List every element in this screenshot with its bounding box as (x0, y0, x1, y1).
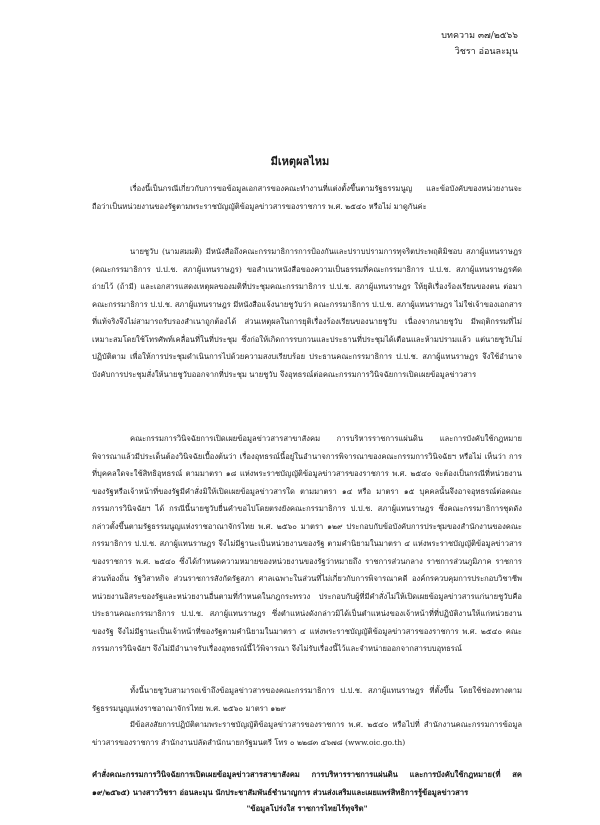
document-title: มีเหตุผลไหม (270, 155, 330, 168)
ruling-paragraph: คณะกรรมการวินิจฉัยการเปิดเผยข้อมูลข่าวสารสาขาสังคม การบริหารราชการแผ่นดิน และการบังคับใช้กฎหมาย พิจารณาแล้วมีประเด็นต้องวินิจฉัยเบื้องต้นว่า เรื่องอุทธรณ์นี้อยู่ในอำนาจการพิจารณาของคณะกรรมการวินิจฉัยฯ หรือไม่ เห็นว่า การที่บุคคลใดจะใช้สิทธิอุทธรณ์ ตามมาตรา ๑๘ แห่งพระราชบัญญัติข้อมูลข่าวสารของราชการ พ.ศ. ๒๕๔๐ จะต้องเป็นกรณีที่หน่วยงานของรัฐหรือเจ้าหน้าที่ของรัฐมีคำสั่งมิให้เปิดเผยข้อมูลข่าวสารใด ตามมาตรา ๑๔ หรือ มาตรา ๑๕ บุคคลนั้นจึงอาจอุทธรณ์ต่อคณะกรรมการวินิจฉัยฯ ได้ กรณีนี้นายชูวับยื่นคำขอไปโดยตรงยังคณะกรรมาธิการ ป.ป.ช. สภาผู้แทนราษฎร ซึ่งคณะกรรมาธิการชุดดังกล่าวตั้งขึ้นตามรัฐธรรมนูญแห่งราชอาณาจักรไทย พ.ศ. ๒๕๖๐ มาตรา ๑๒๙ ประกอบกับข้อบังคับการประชุมของสำนักงานของคณะกรรมาธิการ ป.ป.ช. สภาผู้แทนราษฎร จึงไม่มีฐานะเป็นหน่วยงานของรัฐ ตามคำนิยามในมาตรา ๔ แห่งพระราชบัญญัติข้อมูลข่าวสารของราชการ พ.ศ. ๒๕๔๐ ซึ่งได้กำหนดความหมายของหน่วยงานของรัฐว่าหมายถึง ราชการส่วนกลาง ราชการส่วนภูมิภาค ราชการส่วนท้องถิ่น รัฐวิสาหกิจ ส่วนราชการสังกัดรัฐสภา ศาลเฉพาะในส่วนที่ไม่เกี่ยวกับการพิจารณาคดี องค์กรควบคุมการประกอบวิชาชีพ หน่วยงานอิสระของรัฐและหน่วยงานอื่นตามที่กำหนดในกฎกระทรวง ประกอบกับผู้ที่มีคำสั่งไม่ให้เปิดเผยข้อมูลข่าวสารแก่นายชูวับคือ ประธานคณะกรรมาธิการ ป.ป.ช. สภาผู้แทนราษฎร ซึ่งตำแหน่งดังกล่าวมิได้เป็นตำแหน่งของเจ้าหน้าที่ที่ปฏิบัติงานให้แก่หน่วยงานของรัฐ จึงไม่มีฐานะเป็นเจ้าหน้าที่ของรัฐตามคำนิยามในมาตรา ๔ แห่งพระราชบัญญัติข้อมูลข่าวสารของราชการ พ.ศ. ๒๕๔๐ คณะกรรมการวินิจฉัยฯ จึงไม่มีอำนาจรับเรื่องอุทธรณ์นี้ไว้พิจารณา จึงไม่รับเรื่องนี้ไว้และจำหน่ายออกจากสารบบอุทธรณ์ (92, 434, 522, 653)
closing-reference: คำสั่งคณะกรรมการวินิจฉัยการเปิดเผยข้อมูลข่าวสารสาขาสังคม การบริหารราชการแผ่นดิน และการบังคับใช้กฎหมาย(ที่ สค ๑๙/๒๕๖๕) นางสาววิชรา อ่อนละมุน นักประชาสัมพันธ์ชำนาญการ ส่วนส่งเสริมและเผยแพร่สิทธิการรู้ข้อมูลข่าวสาร (92, 770, 522, 797)
article-reference: บทความ ๓๗/๒๕๖๖ (441, 31, 518, 41)
intro-paragraph: เรื่องนี้เป็นกรณีเกี่ยวกับการขอข้อมูลเอกสารของคณะทำงานที่แต่งตั้งขึ้นตามรัฐธรรมนูญ และข้อบังคับของหน่วยงานจะถือว่าเป็นหน่วยงานของรัฐตามพระราชบัญญัติข้อมูลข่าวสารของราชการ พ.ศ. ๒๕๔๐ หรือไม่ มาดูกันค่ะ (92, 184, 522, 211)
access-channel-paragraph: ทั้งนี้นายชูวับสามารถเข้าถึงข้อมูลข่าวสารของคณะกรรมาธิการ ป.ป.ช. สภาผู้แทนราษฎร ที่ตั้งขึ้น โดยใช้ช่องทางตามรัฐธรรมนูญแห่งราชอาณาจักรไทย พ.ศ. ๒๕๖๐ มาตรา ๑๒๙ (92, 686, 522, 713)
facts-paragraph: นายชูวับ (นามสมมติ) มีหนังสือถึงคณะกรรมาธิการการป้องกันและปราบปรามการทุจริตประพฤติมิชอบ สภาผู้แทนราษฎร (คณะกรรมาธิการ ป.ป.ช. สภาผู้แทนราษฎร) ขอสำเนาหนังสือของความเป็นธรรมที่คณะกรรมาธิการ ป.ป.ช. สภาผู้แทนราษฎรคัดถ่ายไว้ (ถ้ามี) และเอกสารแสดงเหตุผลของมติที่ประชุมคณะกรรมาธิการ ป.ป.ช. สภาผู้แทนราษฎร ให้ยุติเรื่องร้องเรียนของตน ต่อมาคณะกรรมาธิการ ป.ป.ช. สภาผู้แทนราษฎร มีหนังสือแจ้งนายชูวับว่า คณะกรรมาธิการ ป.ป.ช. สภาผู้แทนราษฎร ไม่ใช่เจ้าของเอกสารที่แท้จริงจึงไม่สามารถรับรองสำเนาถูกต้องได้ ส่วนเหตุผลในการยุติเรื่องร้องเรียนของนายชูวับ เนื่องจากนายชูวับ มีพฤติกรรมที่ไม่เหมาะสมโดยใช้โทรศัพท์เคลื่อนที่ในที่ประชุม ซึ่งก่อให้เกิดการรบกวนและประธานที่ประชุมได้เตือนและห้ามปรามแล้ว แต่นายชูวับไม่ปฏิบัติตาม เพื่อให้การประชุมดำเนินการไปด้วยความสงบเรียบร้อย ประธานคณะกรรมาธิการ ป.ป.ช. สภาผู้แทนราษฎร จึงใช้อำนาจบังคับการประชุมสั่งให้นายชูวับออกจากที่ประชุม นายชูวับ จึงอุทธรณ์ต่อคณะกรรมการวินิจฉัยการเปิดเผยข้อมูลข่าวสาร (92, 247, 522, 379)
author-name: วิชรา อ่อนละมุน (454, 47, 518, 57)
contact-paragraph: มีข้อสงสัยการปฏิบัติตามพระราชบัญญัติข้อมูลข่าวสารของราชการ พ.ศ. ๒๕๔๐ หรือไปที่ สำนักงานคณะกรรมการข้อมูลข่าวสารของราชการ สำนักงานปลัดสำนักนายกรัฐมนตรี โทร ๐ ๒๒๘๓ ๔๖๗๘ (www.oic.go.th) (92, 720, 522, 747)
slogan: "ข้อมูลโปร่งใส ราชการไทยไร้ทุจริต" (246, 804, 368, 813)
